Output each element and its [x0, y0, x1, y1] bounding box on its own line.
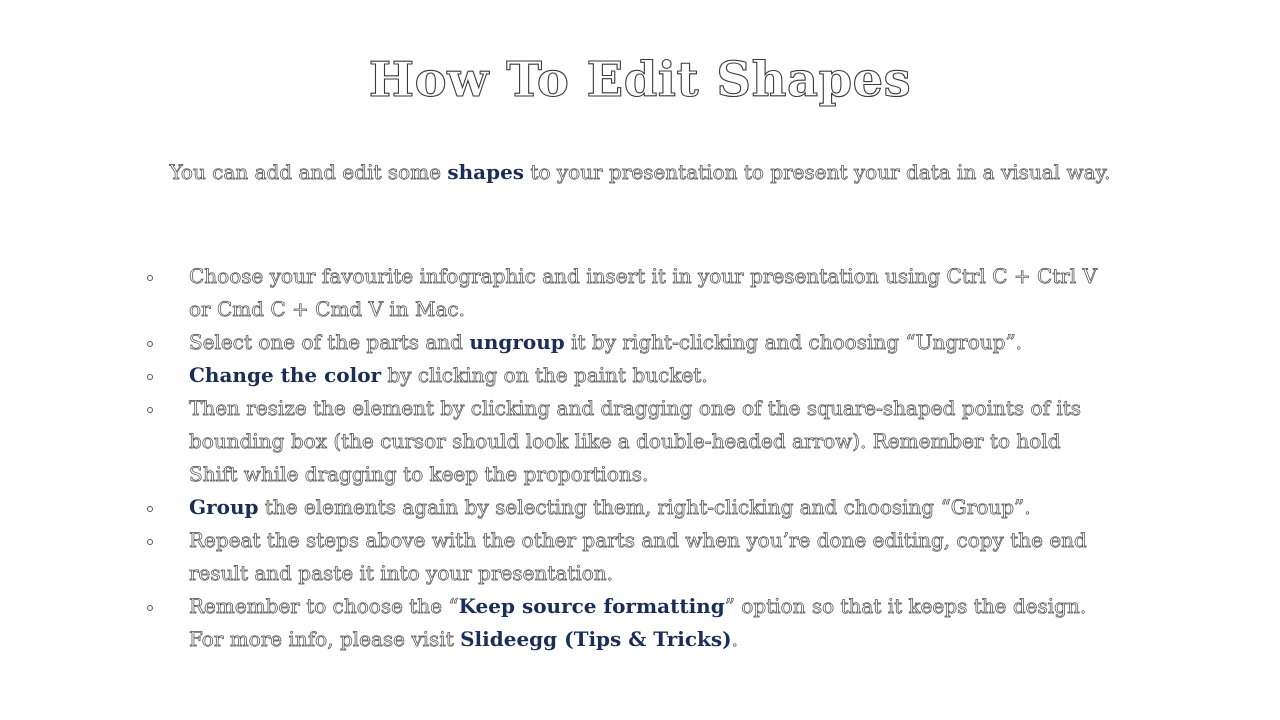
step-4-line-3: Shift while dragging to keep the proportions. — [189, 462, 649, 486]
step-5-highlight-group: Group — [189, 495, 259, 519]
steps-list — [140, 260, 1140, 656]
step-item-1 — [140, 260, 1140, 326]
bullet-icon — [147, 374, 153, 380]
intro-highlight-shapes: shapes — [447, 160, 525, 184]
intro-text — [0, 160, 1280, 184]
intro-text-after: to your presentation to present your data in a visual way. — [524, 160, 1111, 184]
slideegg-tips-link[interactable]: Slideegg (Tips & Tricks) — [460, 627, 732, 651]
step-2-before: Select one of the parts and — [189, 330, 470, 354]
intro-text-before: You can add and edit some — [169, 160, 448, 184]
step-4-line-2: bounding box (the cursor should look like a double-headed arrow). Remember to hold — [189, 429, 1061, 453]
step-7-line-2-before: For more info, please visit — [189, 627, 461, 651]
step-item-7 — [140, 590, 1140, 656]
step-6-line-2: result and paste it into your presentation. — [189, 561, 614, 585]
step-3-after: by clicking on the paint bucket. — [381, 363, 708, 387]
step-3-highlight-change-color: Change the color — [189, 363, 382, 387]
bullet-icon — [147, 539, 153, 545]
step-7-line-2-after: . — [731, 627, 738, 651]
step-7-before: Remember to choose the “ — [189, 594, 459, 618]
step-1-line-2: or Cmd C + Cmd V in Mac. — [189, 297, 465, 321]
step-5-after: the elements again by selecting them, right-clicking and choosing “Group”. — [258, 495, 1031, 519]
slide-title: How To Edit Shapes — [368, 52, 912, 108]
step-6-line-1: Repeat the steps above with the other parts and when you’re done editing, copy the end — [189, 528, 1087, 552]
step-item-2 — [140, 326, 1140, 359]
step-item-4 — [140, 392, 1140, 491]
bullet-icon — [147, 605, 153, 611]
step-4-line-1: Then resize the element by clicking and dragging one of the square-shaped points of its — [189, 396, 1082, 420]
step-7-highlight-keep-source-formatting: Keep source formatting — [458, 594, 725, 618]
bullet-icon — [147, 506, 153, 512]
step-item-5 — [140, 491, 1140, 524]
step-2-highlight-ungroup: ungroup — [469, 330, 565, 354]
step-7-after: ” option so that it keeps the design. — [724, 594, 1087, 618]
step-item-3 — [140, 359, 1140, 392]
step-item-6 — [140, 524, 1140, 590]
step-1-line-1: Choose your favourite infographic and insert it in your presentation using Ctrl C + Ctrl V — [189, 264, 1098, 288]
step-2-after: it by right-clicking and choosing “Ungroup”. — [564, 330, 1023, 354]
bullet-icon — [147, 341, 153, 347]
bullet-icon — [147, 275, 153, 281]
bullet-icon — [147, 407, 153, 413]
